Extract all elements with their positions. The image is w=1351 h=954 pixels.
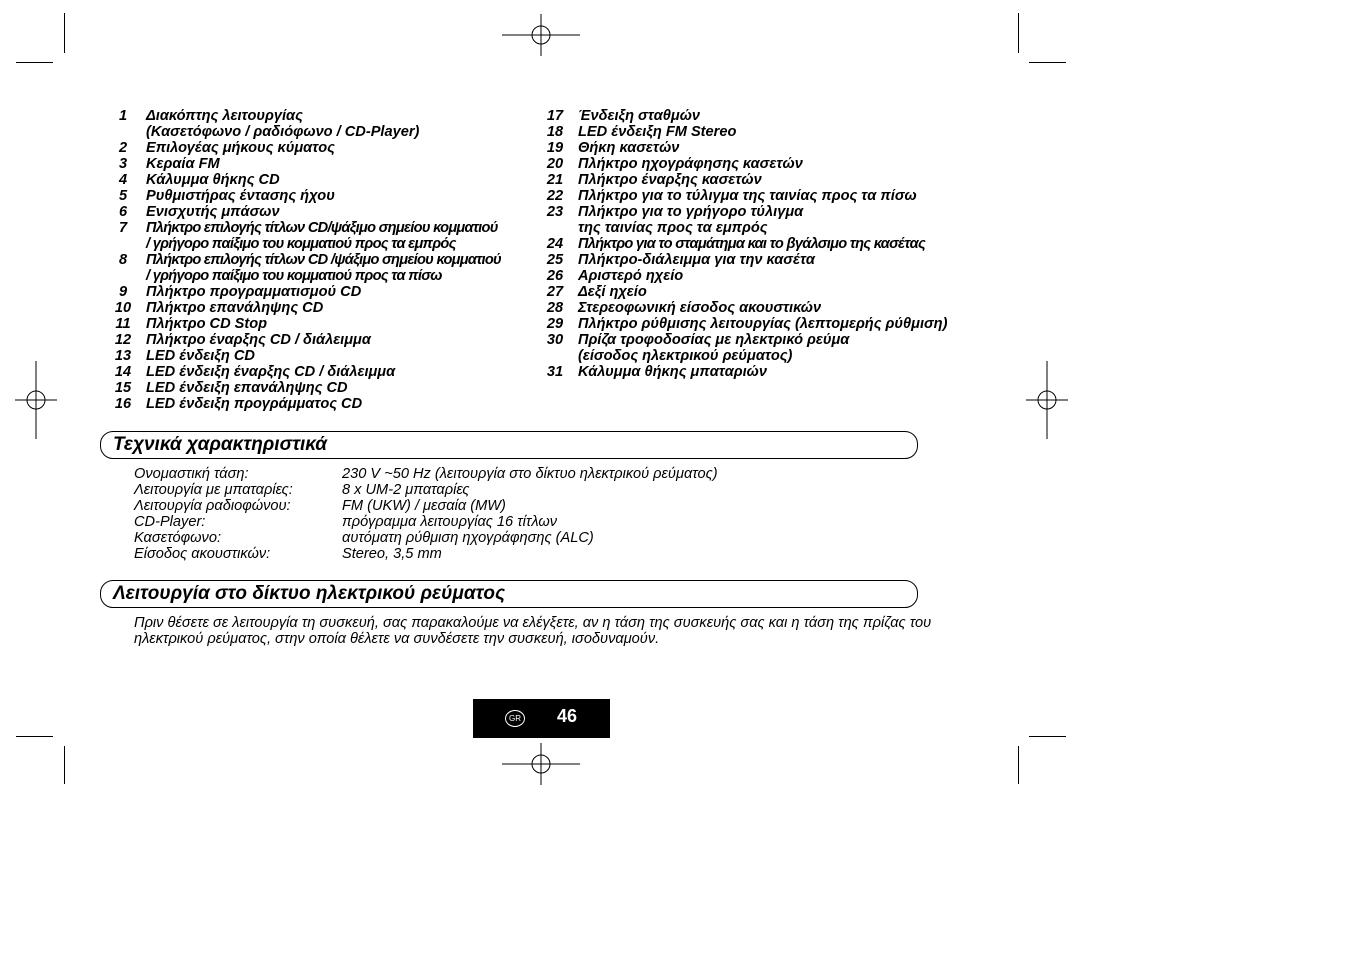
page-number: 46 (557, 706, 578, 726)
list-item: 27 Δεξί ηχείο (546, 284, 647, 300)
spec-row: CD-Player: πρόγραμμα λειτουργίας 16 τίτλων (134, 514, 558, 530)
list-item: 9 Πλήκτρο προγραμματισμού CD (118, 284, 362, 300)
registration-mark-top (502, 14, 580, 56)
spec-row: Ονομαστική τάση: 230 V ~50 Hz (λειτουργία στο δίκτυο ηλεκτρικού ρεύματος) (134, 466, 718, 482)
spec-row: Λειτουργία με μπαταρίες: 8 x UM-2 μπαταρίες (134, 482, 470, 498)
spec-row: Λειτουργία ραδιοφώνου: FM (UKW) / μεσαία (MW) (134, 498, 506, 514)
list-item: 2 Επιλογέας μήκους κύματος (118, 140, 335, 156)
section-heading-tech (100, 431, 918, 459)
list-item: 10 Πλήκτρο επανάληψης CD (114, 300, 324, 316)
list-item: 20 Πλήκτρο ηχογράφησης κασετών (546, 156, 803, 172)
list-item: 4 Κάλυμμα θήκης CD (118, 172, 280, 188)
list-item: 6 Ενισχυτής μπάσων (118, 204, 280, 220)
parts-list-left (100, 108, 540, 412)
parts-list-right (532, 108, 1002, 380)
section-heading-mains-label: Λειτουργία στο δίκτυο ηλεκτρικού ρεύματος (113, 583, 506, 604)
list-item: 23 Πλήκτρο για το γρήγορο τύλιγμα της ταινίας προς τα εμπρός (546, 204, 804, 236)
crop-mark (16, 62, 53, 63)
crop-mark (64, 13, 65, 53)
list-item: 21 Πλήκτρο έναρξης κασετών (546, 172, 762, 188)
language-badge: GR (505, 710, 525, 727)
crop-mark (16, 736, 53, 737)
list-item: 28 Στερεοφωνική είσοδος ακουστικών (546, 300, 822, 316)
spec-row: Κασετόφωνο: αυτόματη ρύθμιση ηχογράφησης (ALC) (134, 530, 594, 546)
registration-mark-right (1026, 361, 1068, 439)
section-heading-tech-label: Τεχνικά χαρακτηριστικά (113, 434, 328, 455)
list-item: 1 Διακόπτης λειτουργίας (Κασετόφωνο / ραδιόφωνο / CD-Player) (118, 108, 420, 140)
list-item: 5 Ρυθμιστήρας έντασης ήχου (118, 188, 335, 204)
list-item: 19 Θήκη κασετών (546, 140, 680, 156)
list-item: 3 Κεραία FM (118, 156, 220, 172)
crop-mark (1018, 746, 1019, 784)
mains-paragraph: Πριν θέσετε σε λειτουργία τη συσκευή, σας παρακαλούμε να ελέγξετε, αν η τάση της συσκευής σας και η τάση της πρίζας του ηλεκτρικού ρεύματος, στην οποία θέλετε να συνδέσετε την συσκευή, ισοδυναμούν. (134, 615, 932, 647)
crop-mark (1018, 13, 1019, 53)
list-item: 25 Πλήκτρο-διάλειμμα για την κασέτα (546, 252, 815, 268)
list-item: 14 LED ένδειξη έναρξης CD / διάλειμμα (114, 364, 396, 380)
list-item: 31 Κάλυμμα θήκης μπαταριών (546, 364, 767, 380)
crop-mark (1029, 736, 1066, 737)
spec-row: Είσοδος ακουστικών: Stereo, 3,5 mm (134, 546, 442, 562)
list-item: 30 Πρίζα τροφοδοσίας με ηλεκτρικό ρεύμα (είσοδος ηλεκτρικού ρεύματος) (546, 332, 850, 364)
list-item: 12 Πλήκτρο έναρξης CD / διάλειμμα (114, 332, 371, 348)
section-heading-mains (100, 580, 918, 608)
registration-mark-bottom (502, 743, 580, 785)
list-item: 7 Πλήκτρο επιλογής τίτλων CD/ψάξιμο σημείου κομματιού / γρήγορο παίξιμο του κομματιού προς τα εμπρός (118, 220, 498, 252)
page-number-box (473, 699, 610, 738)
list-item: 29 Πλήκτρο ρύθμισης λειτουργίας (λεπτομερής ρύθμιση) (546, 316, 948, 332)
list-item: 26 Αριστερό ηχείο (546, 268, 684, 284)
list-item: 24 Πλήκτρο για το σταμάτημα και το βγάλσιμο της κασέτας (546, 236, 926, 252)
crop-mark (64, 746, 65, 784)
crop-mark (1029, 62, 1066, 63)
list-item: 17 Ένδειξη σταθμών (546, 108, 700, 124)
list-item: 11 Πλήκτρο CD Stop (115, 316, 268, 332)
list-item: 15 LED ένδειξη επανάληψης CD (114, 380, 348, 396)
list-item: 13 LED ένδειξη CD (114, 348, 255, 364)
list-item: 8 Πλήκτρο επιλογής τίτλων CD /ψάξιμο σημείου κομματιού / γρήγορο παίξιμο του κομματιού προς τα πίσω (118, 252, 501, 284)
registration-mark-left (15, 361, 57, 439)
list-item: 18 LED ένδειξη FM Stereo (546, 124, 737, 140)
list-item: 16 LED ένδειξη προγράμματος CD (114, 396, 363, 412)
list-item: 22 Πλήκτρο για το τύλιγμα της ταινίας προς τα πίσω (546, 188, 917, 204)
spec-table (134, 466, 718, 562)
